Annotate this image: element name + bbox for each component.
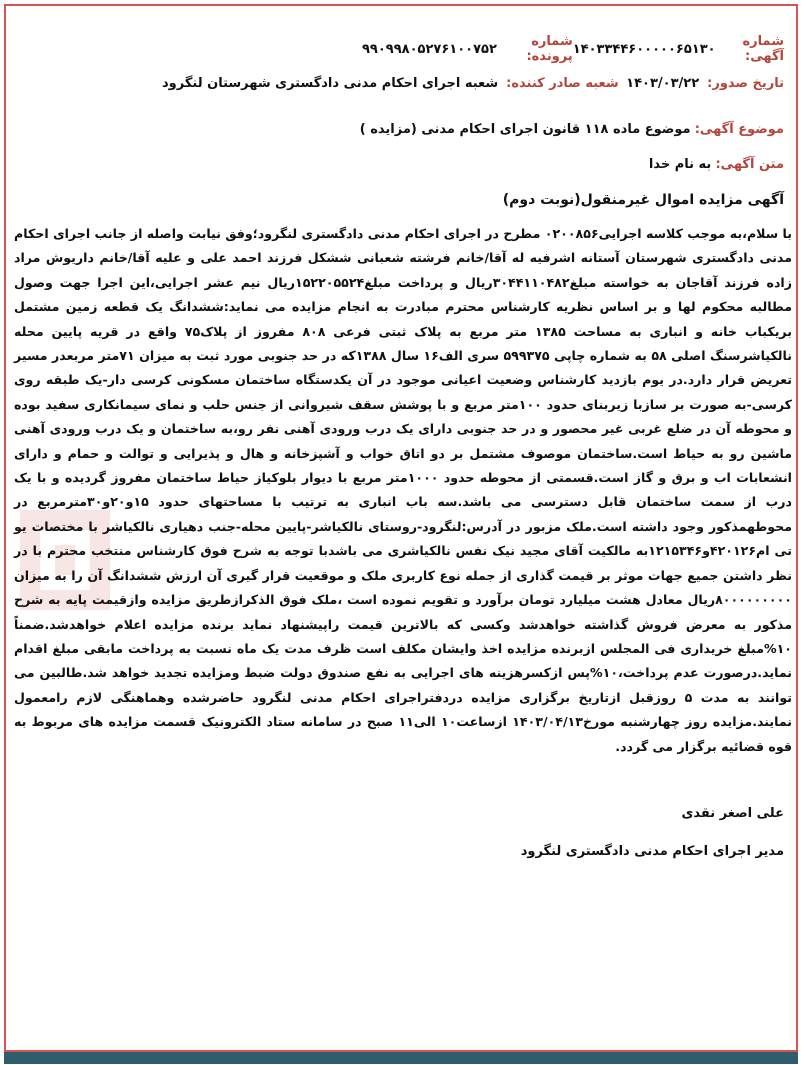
ad-text-intro: به نام خدا <box>648 157 712 172</box>
issuer-value: شعبه اجرای احکام مدنی دادگستری شهرستان لنگرود <box>162 76 499 91</box>
ad-number-label: شماره آگهی: <box>742 34 784 64</box>
subject-text: موضوع ماده ۱۱۸ قانون اجرای احکام مدنی (مزایده ) <box>359 122 691 137</box>
case-number-label: شماره پرونده: <box>526 34 573 64</box>
issue-date-value: ۱۴۰۳/۰۳/۲۲ <box>626 76 700 91</box>
issue-date-label: تاریخ صدور: <box>707 76 784 91</box>
issue-date <box>626 76 784 91</box>
notice-title: آگهی مزایده اموال غیرمنقول(نوبت دوم) <box>502 192 784 208</box>
signature-name: علی اصغر نقدی <box>681 806 784 821</box>
header-row-1 <box>22 34 784 64</box>
issuer-label: شعبه صادر کننده: <box>506 76 619 91</box>
ad-text-line <box>22 157 784 172</box>
issuer <box>162 76 619 91</box>
ad-number <box>573 34 784 64</box>
subject-label: موضوع آگهی: <box>694 122 784 137</box>
notice-body: با سلام،به موجب کلاسه اجرایی۰۲۰۰۸۵۶ مطرح در اجرای احکام مدنی دادگستری لنگرود؛وفق نیابت واصله از جانب اجرای احکام مدنی دادگستری شهرستان آستانه اشرفیه له آقا/خانم فرشته شعبانی ششکل فرزند احمد علی و علیه آقا/خانم داریوش مراد زاده فرزند آقاجان به خواسته مبلغ۳۰۴۴۱۱۰۴۸۲ریال و پرداخت مبلغ۱۵۲۲۰۵۵۲۴ریال نیم عشر اجرایی،این اجرا جهت وصول مطالبه محکوم لها و بر اساس نظریه کارشناس محترم مبادرت به انجام مزایده می نماید:ششدانگ یک قطعه زمین مشتمل بریکباب خانه و انباری به مساحت ۱۳۸۵ متر مربع به پلاک ثبتی فرعی ۸۰۸ مفروز از پلاک۷۵ واقع در قریه پایین محله نالکیاشرسنگ اصلی ۵۸ به شماره چاپی ۵۹۹۳۷۵ سری الف۱۶ سال ۱۳۸۸که در حد جنوبی مورد ثبت به میزان ۷۱متر مربعدر مسیر تعریض قرار دارد.در یوم بازدید کارشناس وضعیت اعیانی موجود در آن یکدستگاه ساختمان مسکونی کرسی دار-یک طبقه روی کرسی-به صورت بر سازبا زیربنای حدود ۱۰۰متر مربع و با پوشش سقف شیروانی از جنس حلب و نمای سیمانکاری سفید بوده و محوطه آن در ضلع غربی غیر محصور و در حد جنوبی دارای یک درب ورودی آهنی نفر رو،به ساختمان و یک درب ورودی آهنی ماشین رو به حیاط است.ساختمان موصوف مشتمل بر دو اتاق خواب و آشپزخانه و هال و پذیرایی و توالت و حمام و دارای انشعابات اب و برق و گاز است.قسمتی از محوطه حدود ۱۰۰۰متر مربع با دیوار بلوکیاز حیاط ساختمان مفروز گردیده و با یک درب از سمت ساختمان قابل دسترسی می باشد.سه باب انباری به ترتیب با مساحتهای حدود ۱۵و۲۰و۳۰مترمربع در محوطهمذکور وجود داشته است.ملک مزبور در آدرس:لنگرود-روستای نالکیاشر-پایین محله-جنب دهیاری نالکیاشر با مختصات یو تی ام۴۲۰۱۲۶و۱۲۱۵۳۴۶به مالکیت آقای مجید نیک نفس نالکیاشری می باشدبا توجه به شرح فوق کارشناس منتخب محترم با در نظر داشتن جمیع جهات موثر بر قیمت گذاری از جمله نوع کاربری ملک و موقعیت قرار گیری آن ارزش ششدانگ آن را به میزان ۸۰۰۰۰۰۰۰۰۰ریال معادل هشت میلیارد تومان برآورد و تقویم نموده است ،ملک فوق الذکرازطریق مزایده وازقیمت پایه به شرح مذکور به معرض فروش گذاشته خواهدشد وکسی که بالاترین قیمت راپیشنهاد نماید برنده مزایده اعلام خواهدشد.ضمناً ۱۰%مبلغ خریداری فی المجلس ازبرنده مزایده اخذ وایشان مکلف است ظرف مدت یک ماه نسبت به پرداخت مابقی مبلغ اقدام نماید.درصورت عدم پرداخت،۱۰%پس ازکسرهزینه های اجرایی به نفع صندوق دولت ضبط ومزایده تجدید خواهد شد.طالبین می توانند به مدت ۵ روزقبل ازتاریخ برگزاری مزایده دردفتراجرای احکام مدنی لنگرود حاضرشده وهماهنگی لازم رامعمول نمایند.مزایده روز چهارشنبه مورخ۱۴۰۳/۰۴/۱۳ ازساعت۱۰ الی۱۱ صبح در سامانه ستاد الکترونیک قسمت مزایده های مربوط به قوه قضائیه برگزار می گردد. <box>14 226 793 754</box>
header-row-2 <box>22 76 784 91</box>
case-number <box>362 34 573 64</box>
case-number-value: ۹۹۰۹۹۸۰۵۲۷۶۱۰۰۷۵۲ <box>362 41 497 57</box>
ad-text-label: متن آگهی: <box>715 157 784 172</box>
subject-line <box>22 122 784 137</box>
bottom-strip <box>4 1052 798 1064</box>
signature-position: مدیر اجرای احکام مدنی دادگستری لنگرود <box>520 844 784 859</box>
ad-number-value: ۱۴۰۳۳۴۴۶۰۰۰۰۰۶۵۱۳۰ <box>572 41 716 57</box>
